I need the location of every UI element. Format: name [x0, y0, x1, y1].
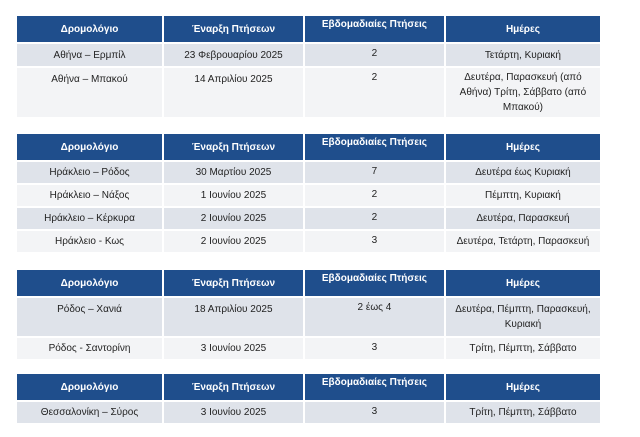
- days-cell: Δευτέρα, Παρασκευή (από Αθήνα) Τρίτη, Σάββατο (από Μπακού): [446, 68, 600, 117]
- start-cell: 23 Φεβρουαρίου 2025: [164, 44, 303, 66]
- route-cell: Ηράκλειο – Κέρκυρα: [17, 208, 162, 229]
- route-cell: Θεσσαλονίκη – Σύρος: [17, 402, 162, 423]
- header-weekly: Εβδομαδιαίες Πτήσεις: [305, 374, 444, 400]
- table-row: [17, 44, 600, 66]
- flights-table-4: [15, 374, 602, 423]
- table-row: [17, 231, 600, 252]
- flights-table-1: [15, 16, 602, 117]
- weekly-cell: 3: [305, 402, 444, 423]
- route-cell: Ηράκλειο - Κως: [17, 231, 162, 252]
- table-row: [17, 338, 600, 359]
- start-cell: 30 Μαρτίου 2025: [164, 162, 303, 183]
- header-weekly: Εβδομαδιαίες Πτήσεις: [305, 134, 444, 160]
- weekly-cell: 2: [305, 208, 444, 229]
- start-cell: 3 Ιουνίου 2025: [164, 338, 303, 359]
- start-cell: 2 Ιουνίου 2025: [164, 208, 303, 229]
- header-weekly: Εβδομαδιαίες Πτήσεις: [305, 16, 444, 42]
- header-start: Έναρξη Πτήσεων: [164, 374, 303, 400]
- route-cell: Ρόδος - Σαντορίνη: [17, 338, 162, 359]
- start-cell: 18 Απριλίου 2025: [164, 298, 303, 336]
- start-cell: 1 Ιουνίου 2025: [164, 185, 303, 206]
- header-start: Έναρξη Πτήσεων: [164, 270, 303, 296]
- weekly-cell: 2: [305, 44, 444, 66]
- flights-table-2: [15, 134, 602, 252]
- start-cell: 14 Απριλίου 2025: [164, 68, 303, 117]
- route-cell: Αθήνα – Ερμπίλ: [17, 44, 162, 66]
- table-row: [17, 68, 600, 117]
- start-cell: 3 Ιουνίου 2025: [164, 402, 303, 423]
- weekly-cell: 2: [305, 185, 444, 206]
- table-row: [17, 402, 600, 423]
- header-row: [17, 270, 600, 296]
- route-cell: Ηράκλειο – Ρόδος: [17, 162, 162, 183]
- days-cell: Δευτέρα, Τετάρτη, Παρασκευή: [446, 231, 600, 252]
- days-cell: Τετάρτη, Κυριακή: [446, 44, 600, 66]
- header-start: Έναρξη Πτήσεων: [164, 16, 303, 42]
- weekly-cell: 3: [305, 231, 444, 252]
- header-days: Ημέρες: [446, 270, 600, 296]
- weekly-cell: 2 έως 4: [305, 298, 444, 336]
- flights-table-3: [15, 270, 602, 359]
- header-days: Ημέρες: [446, 134, 600, 160]
- header-route: Δρομολόγιο: [17, 134, 162, 160]
- header-days: Ημέρες: [446, 16, 600, 42]
- header-days: Ημέρες: [446, 374, 600, 400]
- weekly-cell: 7: [305, 162, 444, 183]
- header-row: [17, 16, 600, 42]
- header-route: Δρομολόγιο: [17, 270, 162, 296]
- route-cell: Ηράκλειο – Νάξος: [17, 185, 162, 206]
- header-weekly: Εβδομαδιαίες Πτήσεις: [305, 270, 444, 296]
- table-row: [17, 298, 600, 336]
- table-row: [17, 185, 600, 206]
- header-route: Δρομολόγιο: [17, 16, 162, 42]
- route-cell: Ρόδος – Χανιά: [17, 298, 162, 336]
- header-route: Δρομολόγιο: [17, 374, 162, 400]
- days-cell: Τρίτη, Πέμπτη, Σάββατο: [446, 338, 600, 359]
- table-row: [17, 162, 600, 183]
- days-cell: Δευτέρα, Παρασκευή: [446, 208, 600, 229]
- days-cell: Πέμπτη, Κυριακή: [446, 185, 600, 206]
- weekly-cell: 2: [305, 68, 444, 117]
- weekly-cell: 3: [305, 338, 444, 359]
- header-row: [17, 374, 600, 400]
- route-cell: Αθήνα – Μπακού: [17, 68, 162, 117]
- days-cell: Τρίτη, Πέμπτη, Σάββατο: [446, 402, 600, 423]
- days-cell: Δευτέρα έως Κυριακή: [446, 162, 600, 183]
- header-start: Έναρξη Πτήσεων: [164, 134, 303, 160]
- header-row: [17, 134, 600, 160]
- table-row: [17, 208, 600, 229]
- days-cell: Δευτέρα, Πέμπτη, Παρασκευή, Κυριακή: [446, 298, 600, 336]
- start-cell: 2 Ιουνίου 2025: [164, 231, 303, 252]
